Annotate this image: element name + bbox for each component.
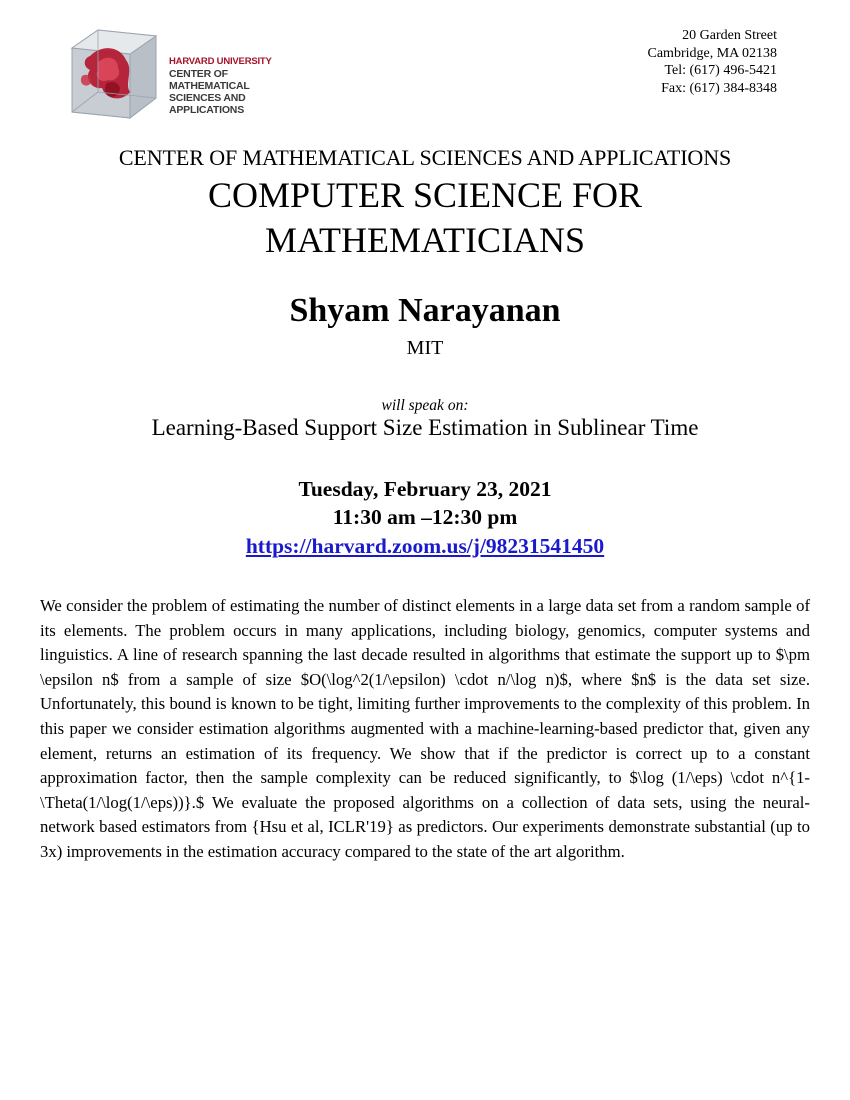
- logo-line-university: HARVARD UNIVERSITY: [169, 56, 272, 67]
- address-street: 20 Garden Street: [682, 28, 777, 43]
- talk-date: Tuesday, February 23, 2021: [298, 477, 552, 501]
- logo-line-center: CENTER OF MATHEMATICAL: [169, 68, 250, 92]
- will-speak-intro: will speak on:: [381, 397, 469, 414]
- speaker-name: Shyam Narayanan: [289, 292, 561, 329]
- cube-emblem-icon: [68, 26, 160, 122]
- zoom-link-container: [0, 534, 850, 559]
- talk-time: 11:30 am –12:30 pm: [332, 505, 518, 529]
- series-title-line1: COMPUTER SCIENCE FOR: [207, 175, 643, 215]
- address-tel: Tel: (617) 496-5421: [664, 63, 777, 78]
- speaker-affiliation: MIT: [406, 337, 444, 359]
- logo-line-sciences: SCIENCES AND APPLICATIONS: [169, 92, 246, 116]
- abstract-paragraph: We consider the problem of estimating the number of distinct elements in a large data set from a random sample of its elements. The problem occurs in many applications, including biology, genomics, computer systems and linguistics. A line of research spanning the last decade resulted in algorithms that estimate the support up to $\pm \epsilon n$ from a sample of size $O(\log^2(1/\epsilon) \cdot n/\log n)$, where $n$ is the data set size. Unfortunately, this bound is known to be tight, limiting further improvements to the complexity of this problem. In this paper we consider estimation algorithms augmented with a machine-learning-based predictor that, given any element, returns an estimation of its frequency. We show that if the predictor is correct up to a constant approximation factor, then the sample complexity can be reduced significantly, to $\log (1/\eps) \cdot n^{1-\Theta(1/\log(1/\eps))}.$ We evaluate the proposed algorithms on a collection of data sets, using the neural-network based estimators from {Hsu et al, ICLR'19} as predictors. Our experiments demonstrate substantial (up to 3x) improvements in the estimation accuracy compared to the state of the art algorithm.: [40, 596, 810, 861]
- series-title: [0, 173, 850, 263]
- series-title-line2: MATHEMATICIANS: [264, 220, 585, 260]
- zoom-link[interactable]: https://harvard.zoom.us/j/98231541450: [245, 534, 605, 558]
- logo-wordmark: [169, 56, 298, 116]
- address-fax: Fax: (617) 384-8348: [661, 80, 777, 96]
- address-block: [648, 27, 778, 97]
- talk-title: Learning-Based Support Size Estimation in Sublinear Time: [151, 415, 699, 440]
- cmsa-logo: [68, 26, 298, 122]
- center-name-heading: CENTER OF MATHEMATICAL SCIENCES AND APPLICATIONS: [118, 145, 732, 170]
- address-city: Cambridge, MA 02138: [647, 45, 777, 61]
